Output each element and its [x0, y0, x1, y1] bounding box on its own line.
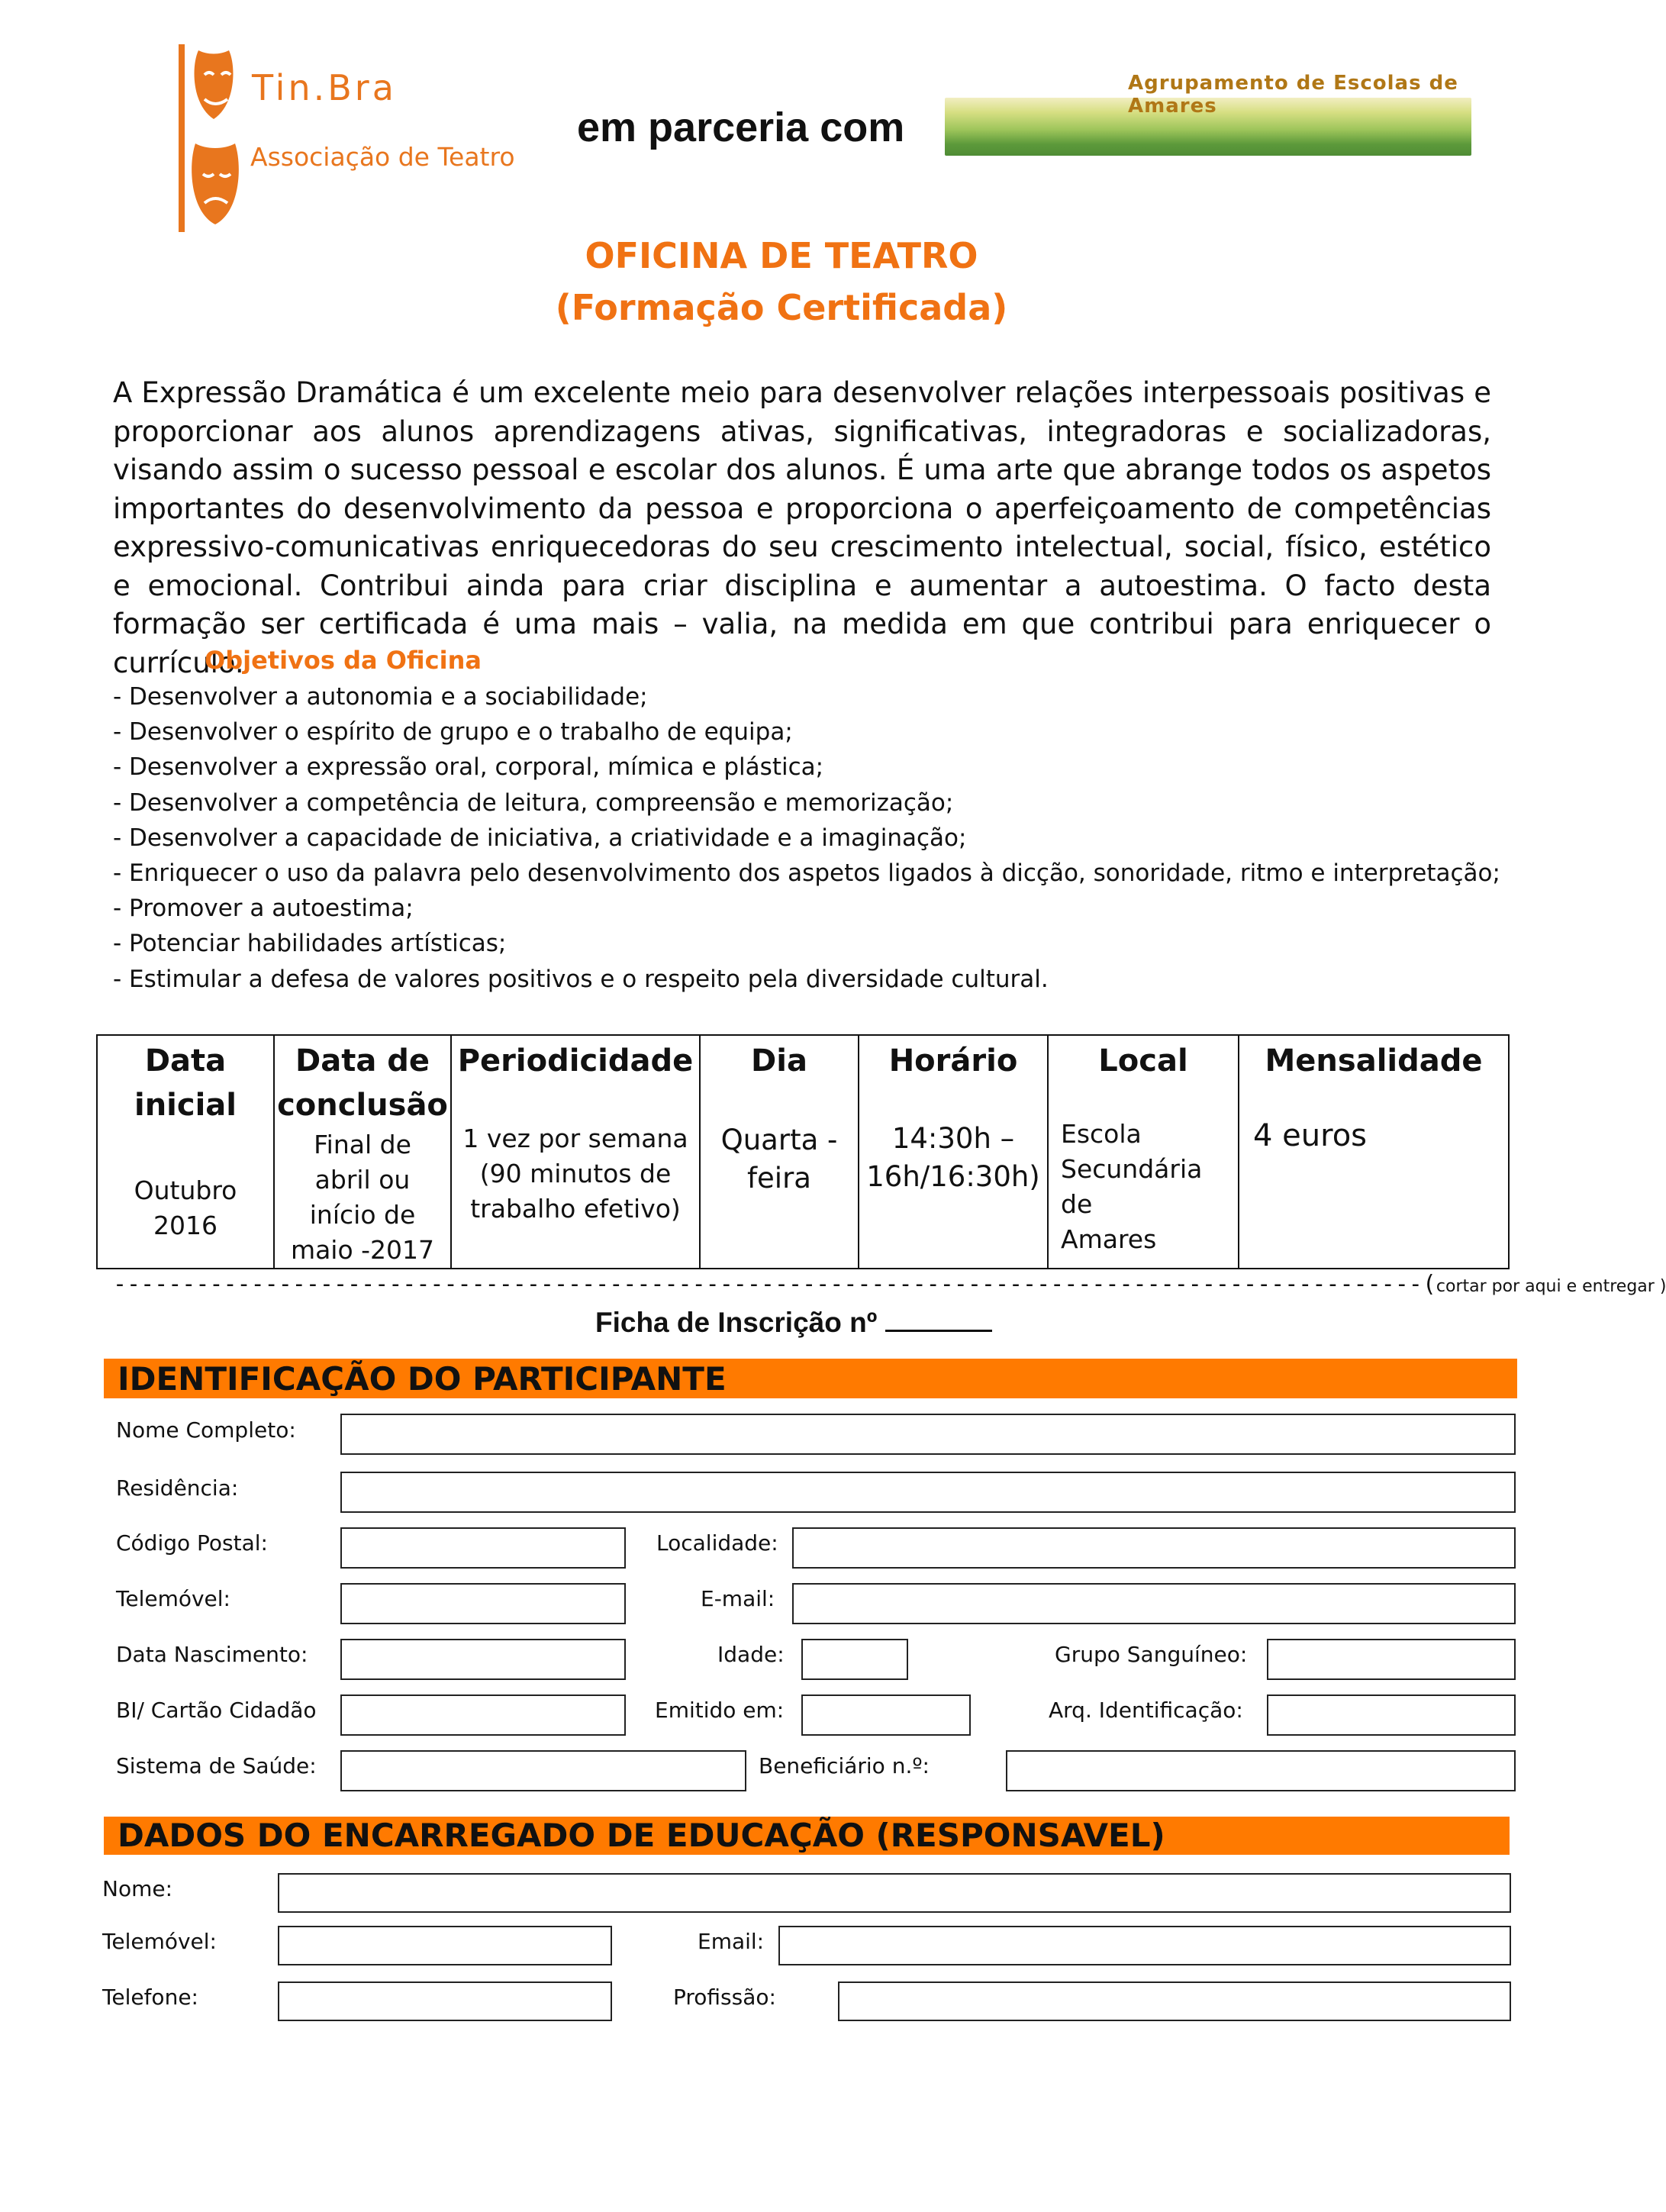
label-email: E-mail: [701, 1586, 775, 1611]
cut-dashes: -----------------------------------------------------------------------------------------------( [113, 1271, 1436, 1298]
value-text: trabalho efetivo) [470, 1194, 681, 1224]
label-mobile: Telemóvel: [116, 1586, 230, 1611]
header-fee: Mensalidade [1265, 1043, 1483, 1079]
schedule-col-frequency [451, 1035, 700, 1269]
objective-item: - Desenvolver a competência de leitura, compreensão e memorização; [113, 788, 954, 817]
guardian-profession-field[interactable] [838, 1981, 1511, 2021]
id-archive-field[interactable] [1267, 1694, 1516, 1736]
page-subtitle: (Formação Certificada) [555, 287, 1008, 328]
guardian-section-title: DADOS DO ENCARREGADO DE EDUCAÇÃO (RESPONSAVEL) [104, 1817, 1510, 1855]
label-locality: Localidade: [656, 1530, 778, 1556]
objective-item: - Promover a autoestima; [113, 895, 414, 923]
header-text: inicial [134, 1088, 237, 1123]
value-day [701, 1121, 858, 1198]
theatre-masks-icon [176, 44, 259, 235]
label-blood-type: Grupo Sanguíneo: [1055, 1642, 1248, 1667]
tinbra-logo [176, 44, 557, 235]
tinbra-name: Tin.Bra [252, 67, 397, 108]
cut-line [113, 1271, 1666, 1298]
header-text: Data [144, 1043, 227, 1079]
objective-item: - Estimular a defesa de valores positivos e o respeito pela diversidade cultural. [113, 965, 1049, 993]
label-id-card: BI/ Cartão Cidadão [116, 1698, 317, 1723]
value-text: abril ou [314, 1165, 411, 1195]
schedule-col-location [1048, 1035, 1239, 1269]
objective-item: - Desenvolver a expressão oral, corporal, mímica e plástica; [113, 753, 824, 782]
participant-section-title: IDENTIFICAÇÃO DO PARTICIPANTE [104, 1359, 1517, 1398]
ficha-number-blank[interactable] [885, 1308, 992, 1332]
objective-item: - Enriquecer o uso da palavra pelo desenvolvimento dos aspetos ligados à dicção, sonoridade, ritmo e interpretação; [113, 859, 1500, 888]
value-text: início de [309, 1200, 416, 1230]
label-guardian-name: Nome: [102, 1876, 173, 1901]
agrupamento-logo [945, 70, 1471, 156]
label-guardian-mobile: Telemóvel: [102, 1929, 217, 1954]
page-title: OFICINA DE TEATRO [585, 235, 978, 276]
health-system-field[interactable] [340, 1750, 746, 1791]
ficha-label: Ficha de Inscrição nº [595, 1307, 878, 1338]
guardian-phone-field[interactable] [278, 1981, 612, 2021]
schedule-col-fee [1239, 1035, 1509, 1269]
value-text: maio -2017 [290, 1235, 435, 1265]
guardian-email-field[interactable] [778, 1926, 1511, 1965]
header-text: conclusão [277, 1088, 448, 1123]
label-id-archive: Arq. Identificação: [1049, 1698, 1243, 1723]
guardian-name-field[interactable] [278, 1873, 1511, 1913]
label-residence: Residência: [116, 1475, 239, 1501]
ficha-number [595, 1307, 992, 1339]
value-text: Escola [1061, 1119, 1142, 1149]
header-end-date [275, 1036, 450, 1127]
objectives-list [113, 679, 1500, 997]
value-text: Quarta - [720, 1124, 838, 1156]
header-text: Data de [295, 1043, 430, 1079]
label-postal-code: Código Postal: [116, 1530, 268, 1556]
value-start-date [98, 1173, 273, 1243]
schedule-col-end-date [274, 1035, 451, 1269]
mobile-field[interactable] [340, 1583, 626, 1624]
objectives-heading: Objetivos da Oficina [205, 646, 482, 675]
label-birth-date: Data Nascimento: [116, 1642, 308, 1667]
blood-type-field[interactable] [1267, 1639, 1516, 1680]
header-start-date [98, 1036, 273, 1127]
value-location [1049, 1117, 1238, 1257]
label-full-name: Nome Completo: [116, 1417, 296, 1443]
beneficiary-field[interactable] [1006, 1750, 1516, 1791]
residence-field[interactable] [340, 1472, 1516, 1513]
schedule-col-time [859, 1035, 1048, 1269]
value-fee: 4 euros [1253, 1118, 1368, 1153]
schedule-table [96, 1034, 1510, 1269]
value-text: 1 vez por semana [462, 1124, 688, 1153]
label-age: Idade: [717, 1642, 785, 1667]
birth-date-field[interactable] [340, 1639, 626, 1680]
value-text: Secundária de [1061, 1154, 1203, 1219]
value-text: (90 minutos de [479, 1159, 672, 1188]
objective-item: - Desenvolver a autonomia e a sociabilidade; [113, 683, 648, 711]
full-name-field[interactable] [340, 1414, 1516, 1455]
partnership-text: em parceria com [577, 105, 905, 150]
value-text: feira [747, 1162, 811, 1195]
label-guardian-email: Email: [698, 1929, 765, 1954]
value-frequency [452, 1121, 699, 1227]
value-text: Amares [1061, 1224, 1157, 1254]
guardian-mobile-field[interactable] [278, 1926, 612, 1965]
label-beneficiary: Beneficiário n.º: [759, 1753, 930, 1778]
cut-note: cortar por aqui e entregar ) [1436, 1277, 1666, 1296]
value-text: 14:30h – [891, 1122, 1015, 1155]
schedule-col-start-date [97, 1035, 274, 1269]
id-card-field[interactable] [340, 1694, 626, 1736]
agrupamento-name: Agrupamento de Escolas de Amares [1128, 72, 1458, 118]
header-frequency: Periodicidade [457, 1043, 694, 1079]
value-end-date [275, 1127, 450, 1268]
tinbra-subtitle: Associação de Teatro [250, 142, 515, 172]
objective-item: - Desenvolver o espírito de grupo e o trabalho de equipa; [113, 718, 793, 746]
objective-item: - Desenvolver a capacidade de iniciativa, a criatividade e a imaginação; [113, 824, 967, 852]
value-text: Outubro [134, 1175, 237, 1205]
value-text: 16h/16:30h) [866, 1160, 1040, 1193]
label-health-system: Sistema de Saúde: [116, 1753, 317, 1778]
issued-on-field[interactable] [801, 1694, 971, 1736]
header-location: Local [1098, 1043, 1188, 1079]
objective-item: - Potenciar habilidades artísticas; [113, 930, 507, 958]
label-guardian-profession: Profissão: [673, 1985, 776, 2010]
label-issued-on: Emitido em: [655, 1698, 785, 1723]
intro-paragraph: A Expressão Dramática é um excelente meio para desenvolver relações interpessoais positivas e proporcionar aos alunos aprendizagens ativas, significativas, integradoras e socializadoras, visando assim o sucesso pessoal e escolar dos alunos. É uma arte que abrange todos os aspetos importantes do desenvolvimento da pessoa e proporciona o aperfeiçoamento de competências expressivo-comunicativas enriquecedoras do seu crescimento intelectual, social, físico, estético e emocional. Contribui ainda para criar disciplina e aumentar a autoestima. O facto desta formação ser certificada é uma mais – valia, na medida em que contribui para enriquecer o currículo. [113, 376, 1491, 679]
header-time: Horário [888, 1043, 1018, 1079]
locality-field[interactable] [792, 1527, 1516, 1569]
age-field[interactable] [801, 1639, 908, 1680]
schedule-col-day [700, 1035, 859, 1269]
value-text: Final de [314, 1130, 411, 1159]
email-field[interactable] [792, 1583, 1516, 1624]
label-guardian-phone: Telefone: [102, 1985, 198, 2010]
postal-code-field[interactable] [340, 1527, 626, 1569]
value-time [859, 1120, 1047, 1196]
header-day: Dia [751, 1043, 807, 1079]
value-text: 2016 [153, 1211, 218, 1240]
